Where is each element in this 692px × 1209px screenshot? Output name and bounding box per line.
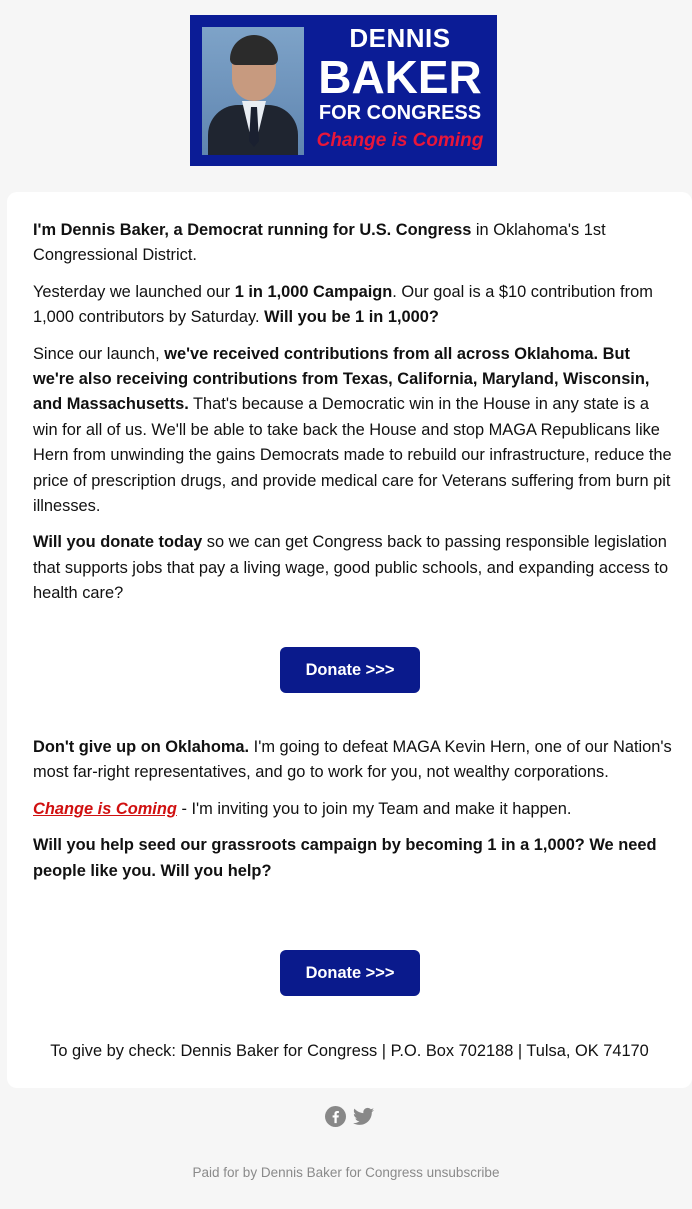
email-content-bottom bbox=[33, 735, 673, 895]
candidate-photo bbox=[202, 27, 304, 155]
campaign-banner bbox=[190, 15, 497, 166]
twitter-icon[interactable] bbox=[353, 1107, 374, 1126]
banner-last-name: BAKER bbox=[318, 51, 482, 103]
donate-button[interactable]: Donate >>> bbox=[280, 647, 420, 693]
banner-office: FOR CONGRESS bbox=[318, 102, 482, 124]
campaign-paragraph: Yesterday we launched our 1 in 1,000 Campaign. Our goal is a $10 contribution from 1,000 contributors by Saturday. Will you be 1 in 1,000? bbox=[33, 282, 653, 327]
oklahoma-paragraph: Don't give up on Oklahoma. I'm going to defeat MAGA Kevin Hern, one of our Nation's most far-right representatives, and go to work for you, not wealthy corporations. bbox=[33, 738, 672, 782]
facebook-icon[interactable] bbox=[325, 1106, 346, 1127]
grassroots-paragraph: Will you help seed our grassroots campaign by becoming 1 in a 1,000? We need people like you. Will you help? bbox=[33, 836, 657, 880]
intro-paragraph: I'm Dennis Baker, a Democrat running for U.S. Congress in Oklahoma's 1st Congressional District. bbox=[33, 221, 606, 265]
change-is-coming-link[interactable]: Change is Coming bbox=[33, 799, 177, 818]
contributions-paragraph: Since our launch, we've received contributions from all across Oklahoma. But we're also receiving contributions from Texas, California, Maryland, Wisconsin, and Massachusetts. That's because a Democratic win in the House in any state is a win for all of us. We'll be able to take back the House and stop MAGA Republicans like Hern from unwinding the gains Democrats made to rebuild our infrastructure, reduce the price of prescription drugs, and provide medical care for Veterans suffering from burn pit illnesses. bbox=[33, 344, 672, 516]
change-paragraph: Change is Coming - I'm inviting you to join my Team and make it happen. bbox=[33, 799, 572, 818]
banner-tagline: Change is Coming bbox=[316, 130, 484, 151]
footer bbox=[0, 1165, 692, 1180]
social-links bbox=[325, 1106, 375, 1128]
check-address-text: To give by check: Dennis Baker for Congress | P.O. Box 702188 | Tulsa, OK 74170 bbox=[50, 1042, 649, 1060]
unsubscribe-link[interactable]: unsubscribe bbox=[426, 1165, 500, 1180]
banner-first-name: DENNIS bbox=[349, 23, 451, 53]
email-body-card bbox=[7, 192, 692, 1088]
donate-ask-paragraph: Will you donate today so we can get Congress back to passing responsible legislation that supports jobs that pay a living wage, good public schools, and expanding access to health care? bbox=[33, 533, 669, 603]
donate-button-secondary[interactable]: Donate >>> bbox=[280, 950, 420, 996]
email-content-top bbox=[33, 218, 673, 618]
paid-for-text: Paid for by Dennis Baker for Congress bbox=[192, 1165, 423, 1180]
